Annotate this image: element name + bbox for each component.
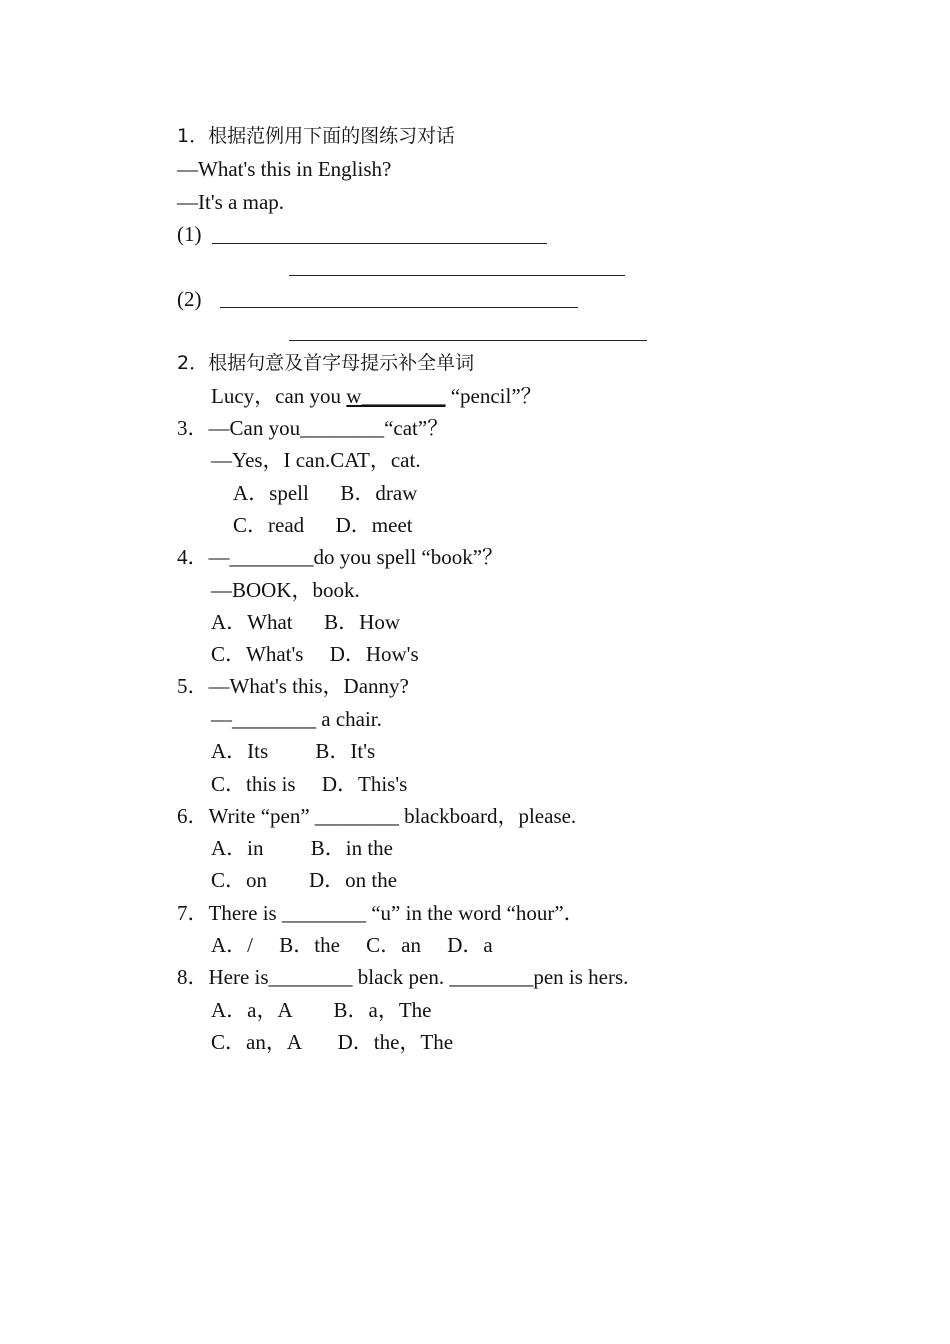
q6-options-row-2: C．on D．on the [211,868,398,892]
q3-response: —Yes，I can.CAT，cat. [211,448,421,472]
q6-question: 6．Write “pen” ________ blackboard，please. [177,804,577,828]
q1-item1-label: (1) [177,222,202,246]
q5-question: 5．—What's this，Danny? [177,674,409,698]
q2-heading: 2．根据句意及首字母提示补全单词 [177,352,475,374]
q3-question: 3．—Can you________“cat”？ [177,416,449,440]
q5-options-row-2: C．this is D．This's [211,772,408,796]
q4-question: 4．—________do you spell “book”？ [177,545,504,569]
q6-options-row-1: A．in B．in the [211,836,393,860]
q4-options-row-1: A．What B．How [211,610,400,634]
q1-example-answer: —It's a map. [177,190,285,214]
q1-heading: 1．根据范例用下面的图练习对话 [177,125,456,147]
q2-sentence-start: Lucy，can you [211,384,347,408]
q8-options-row-2: C．an，A D．the，The [211,1030,454,1054]
q2-sentence-end: “pencil”？ [445,384,542,408]
q5-options-row-1: A．Its B．It's [211,739,376,763]
q1-item2-answer-line-1 [220,307,578,308]
q4-response: —BOOK，book. [211,578,360,602]
q1-item2-label: (2) [177,287,202,311]
q2-sentence [211,383,542,409]
q8-options-row-1: A．a，A B．a，The [211,998,432,1022]
q1-item1-answer-line-2 [289,275,625,276]
q1-item2-answer-line-2 [289,340,647,341]
q7-question: 7．There is ________ “u” in the word “hour”． [177,901,585,925]
q3-options-row-2: C．read D．meet [233,513,413,537]
q1-example-question: —What's this in English? [177,157,392,181]
q4-options-row-2: C．What's D．How's [211,642,419,666]
q3-options-row-1: A．spell B．draw [233,481,418,505]
q2-hint: w________ [346,384,446,408]
q7-options-row-1: A．/ B．the C．an D．a [211,933,493,957]
q8-question: 8．Here is________ black pen. ________pen is hers. [177,965,629,989]
q5-response: —________ a chair. [211,707,382,731]
q1-item1-answer-line-1 [212,243,547,244]
